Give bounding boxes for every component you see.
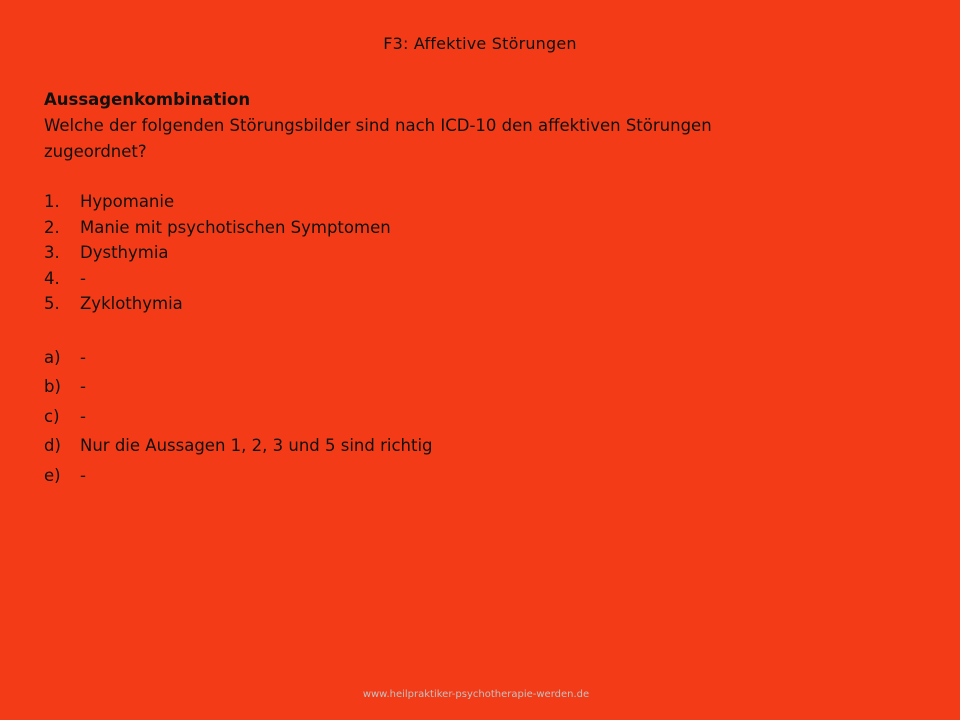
statement-text: Zyklothymia xyxy=(80,294,183,313)
statement-list xyxy=(44,189,764,317)
statement-number: 4. xyxy=(44,268,60,288)
answer-option-letter: d) xyxy=(44,436,61,456)
statement-text: Dysthymia xyxy=(80,243,169,262)
statement-item xyxy=(44,266,764,292)
question-type-heading: Aussagenkombination xyxy=(44,90,251,109)
statement-text: Manie mit psychotischen Symptomen xyxy=(80,217,391,237)
slide-content xyxy=(44,87,764,490)
answer-option xyxy=(44,431,764,461)
answer-option-letter: c) xyxy=(44,406,60,426)
answer-option xyxy=(44,343,764,373)
statement-number: 3. xyxy=(44,243,60,262)
answer-option-list xyxy=(44,343,764,491)
question-text: Welche der folgenden Störungsbilder sind nach ICD-10 den affektiven Störungen zugeordnet? xyxy=(44,116,712,161)
answer-option-text: - xyxy=(80,347,86,367)
statement-number: 5. xyxy=(44,294,60,313)
slide-title: F3: Affektive Störungen xyxy=(383,34,577,53)
answer-option-text: - xyxy=(80,377,86,397)
answer-option-letter: e) xyxy=(44,465,61,485)
footer-website: www.heilpraktiker-psychotherapie-werden.de xyxy=(362,689,590,700)
answer-option xyxy=(44,461,764,491)
answer-option xyxy=(44,372,764,402)
statement-number: 2. xyxy=(44,217,60,237)
statement-item xyxy=(44,215,764,241)
answer-option-text: - xyxy=(80,465,86,485)
statement-item xyxy=(44,189,764,215)
answer-option xyxy=(44,402,764,432)
statement-item xyxy=(44,291,764,317)
statement-number: 1. xyxy=(44,192,60,211)
statement-text: Hypomanie xyxy=(80,192,175,211)
answer-option-letter: b) xyxy=(44,377,61,397)
answer-option-letter: a) xyxy=(44,347,61,367)
answer-option-text: Nur die Aussagen 1, 2, 3 und 5 sind richtig xyxy=(80,436,433,456)
answer-option-text: - xyxy=(80,406,86,426)
statement-text: - xyxy=(80,268,86,288)
statement-item xyxy=(44,240,764,266)
